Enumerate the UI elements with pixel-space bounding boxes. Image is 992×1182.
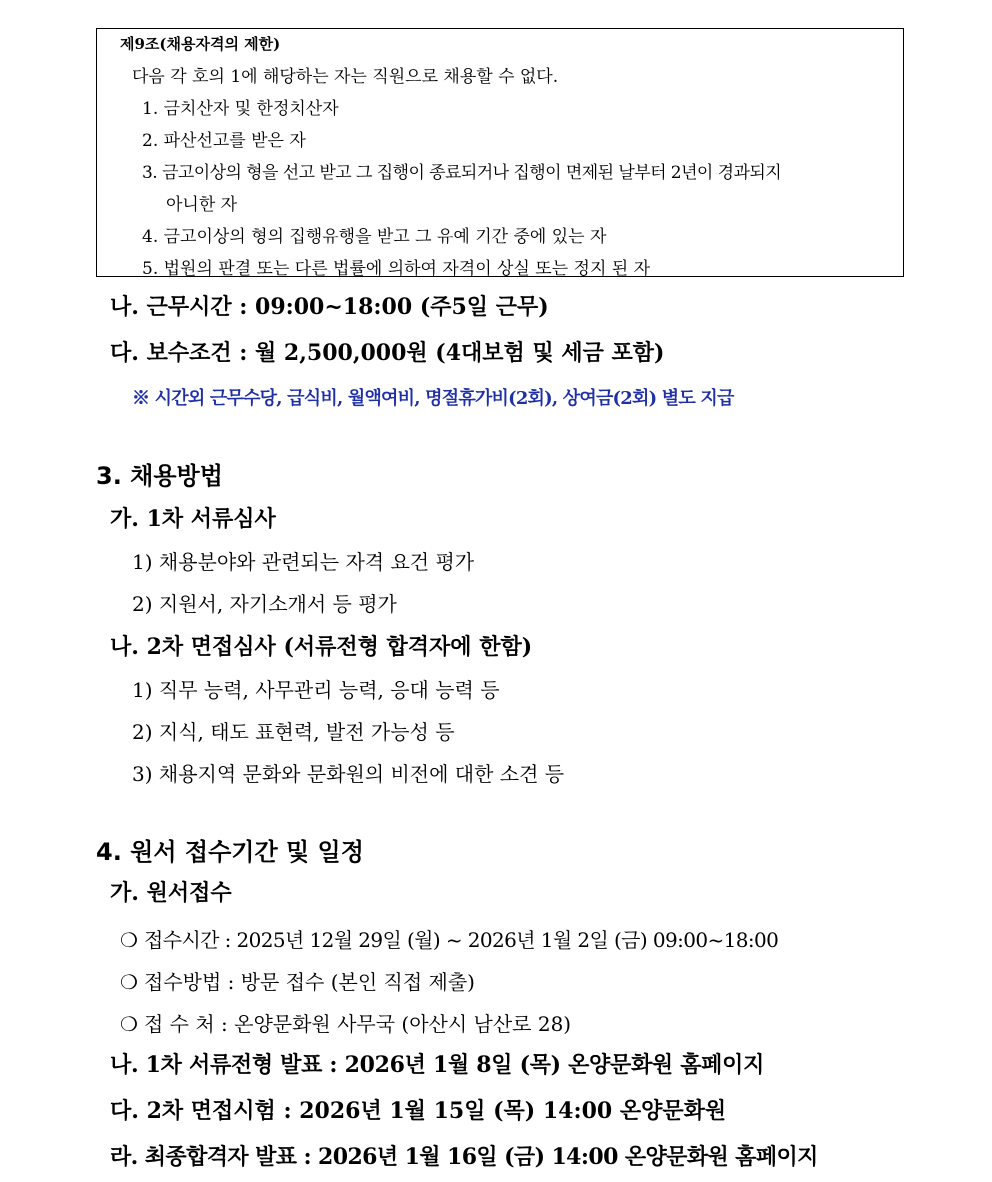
sec3-b-item-3: 3) 채용지역 문화와 문화원의 비전에 대한 소견 등: [132, 762, 565, 786]
sec4-a-item-1: [120, 924, 778, 953]
section-4-title: 4. 원서 접수기간 및 일정: [96, 838, 364, 866]
sec4-a-item-1-text: 접수시간 : 2025년 12월 29일 (월) ~ 2026년 1월 2일 (금) 09:00~18:00: [144, 928, 779, 952]
sec4-d: 라. 최종합격자 발표 : 2026년 1월 16일 (금) 14:00 온양문화원 홈페이지: [110, 1144, 818, 1170]
sec4-b: 나. 1차 서류전형 발표 : 2026년 1월 8일 (목) 온양문화원 홈페이지: [110, 1052, 765, 1078]
sec4-a-item-3-text: 접 수 처 : 온양문화원 사무국 (아산시 남산로 28): [144, 1012, 572, 1036]
circle-bullet-icon: ❍: [120, 1012, 138, 1036]
sec4-c: 다. 2차 면접시험 : 2026년 1월 15일 (목) 14:00 온양문화원: [110, 1098, 727, 1124]
article-item-5: 5. 법원의 판결 또는 다른 법률에 의하여 자격이 상실 또는 정지 된 자: [142, 259, 651, 279]
circle-bullet-icon: ❍: [120, 928, 138, 952]
sec4-a-title: 가. 원서접수: [110, 880, 232, 906]
sec3-a-item-2: 2) 지원서, 자기소개서 등 평가: [132, 592, 397, 616]
sec3-b-title: 나. 2차 면접심사 (서류전형 합격자에 한함): [110, 634, 533, 660]
article-intro: 다음 각 호의 1에 해당하는 자는 직원으로 채용할 수 없다.: [132, 67, 559, 87]
sec3-a-item-1: 1) 채용분야와 관련되는 자격 요건 평가: [132, 550, 475, 574]
article-item-4: 4. 금고이상의 형의 집행유행을 받고 그 유예 기간 중에 있는 자: [142, 227, 607, 247]
sec4-a-item-2-text: 접수방법 : 방문 접수 (본인 직접 제출): [144, 970, 475, 994]
article-item-3: 3. 금고이상의 형을 선고 받고 그 집행이 종료되거나 집행이 면제된 날부터 2년이 경과되지: [142, 163, 782, 183]
salary-note: ※ 시간외 근무수당, 급식비, 월액여비, 명절휴가비(2회), 상여금(2회) 별도 지급: [132, 388, 734, 409]
article-title: 제9조(채용자격의 제한): [120, 35, 281, 53]
sec4-a-item-2: [120, 966, 475, 995]
section-3-title: 3. 채용방법: [96, 462, 223, 490]
article-item-2: 2. 파산선고를 받은 자: [142, 131, 306, 151]
salary: 다. 보수조건 : 월 2,500,000원 (4대보험 및 세금 포함): [110, 340, 665, 366]
article-item-1: 1. 금치산자 및 한정치산자: [142, 99, 339, 119]
article-item-3-cont: 아니한 자: [166, 195, 238, 215]
work-hours: 나. 근무시간 : 09:00~18:00 (주5일 근무): [110, 294, 549, 320]
circle-bullet-icon: ❍: [120, 970, 138, 994]
sec3-b-item-1: 1) 직무 능력, 사무관리 능력, 응대 능력 등: [132, 678, 500, 702]
sec3-a-title: 가. 1차 서류심사: [110, 506, 276, 532]
sec4-a-item-3: [120, 1008, 571, 1037]
sec3-b-item-2: 2) 지식, 태도 표현력, 발전 가능성 등: [132, 720, 455, 744]
